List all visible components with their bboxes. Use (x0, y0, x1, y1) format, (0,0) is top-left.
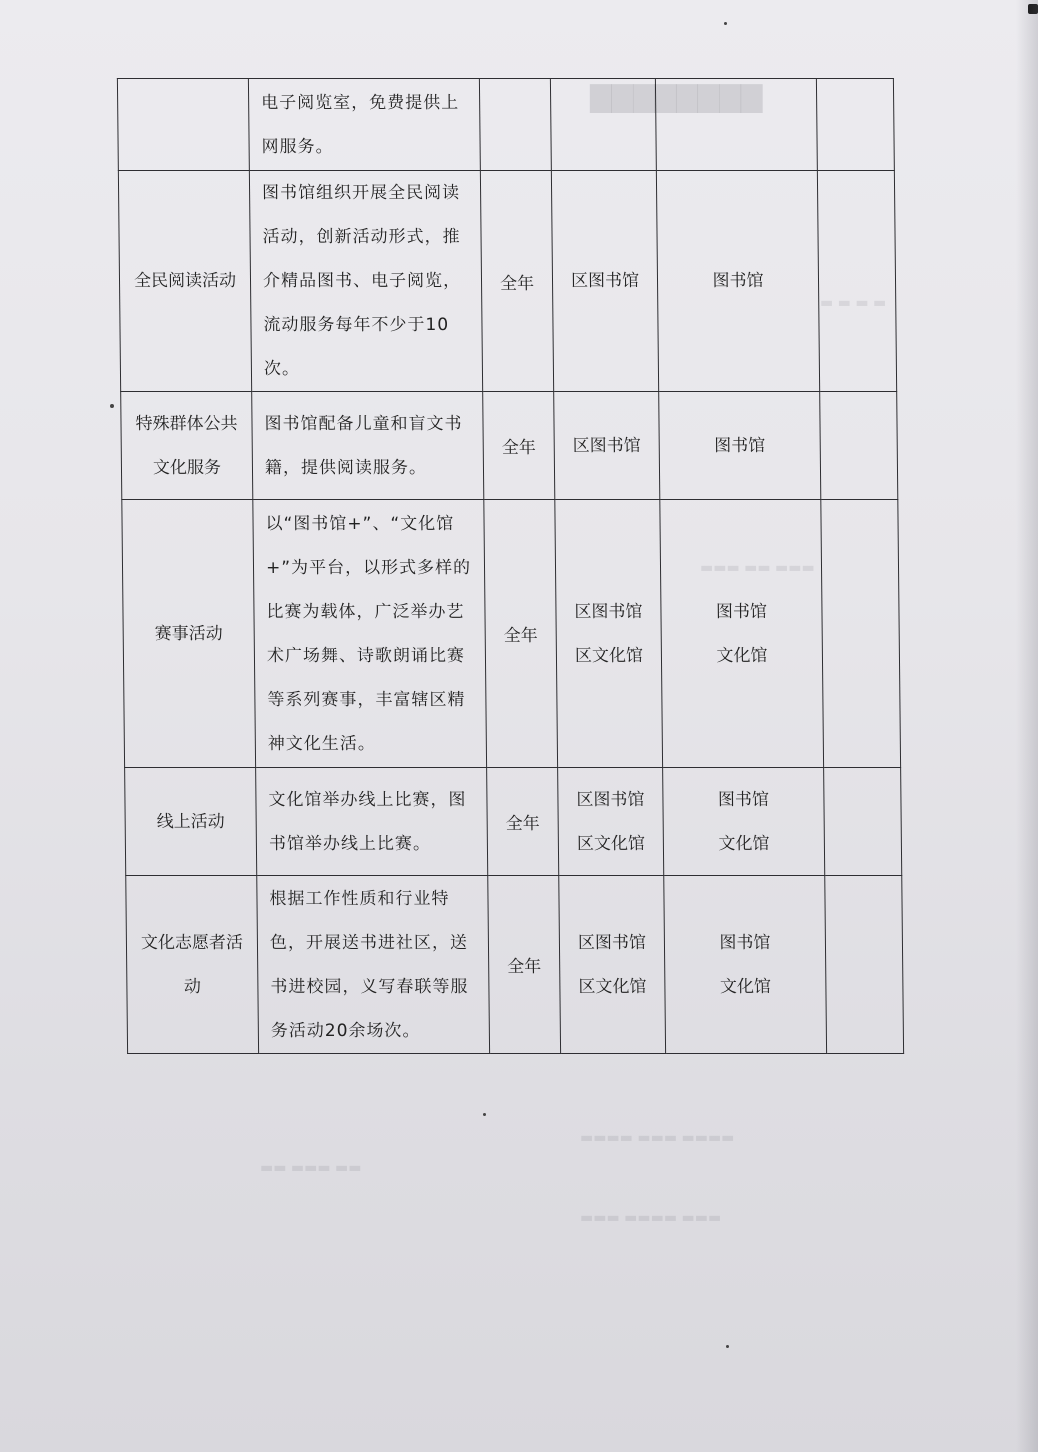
activity-time-cell (479, 79, 551, 171)
activity-description: 文化馆举办线上比赛，图书馆举办线上比赛。 (268, 789, 467, 854)
unit-line: 区图书馆 (570, 271, 640, 291)
activity-description-cell (257, 876, 490, 1054)
unit-line: 区图书馆 (577, 932, 647, 953)
unit-line: 区文化馆 (578, 976, 647, 997)
activity-description: 电子阅览室，免费提供上网服务。 (261, 92, 460, 157)
activity-name: 全民阅读活动 (133, 271, 237, 291)
activity-description-cell (256, 768, 488, 876)
activity-time: 全年 (499, 273, 535, 294)
activity-time-cell (483, 392, 555, 500)
reverse-side-bleed: ▬▬▬▬ ▬▬▬ ▬▬▬▬ (580, 1130, 735, 1146)
activity-unit-cell (555, 500, 663, 768)
activity-description: 图书馆配备儿童和盲文书籍，提供阅读服务。 (264, 413, 463, 478)
paper-speck (110, 404, 114, 408)
activity-name-cell (126, 876, 259, 1054)
reverse-side-bleed: ▬▬ ▬▬▬ ▬▬ (260, 1160, 362, 1176)
empty-cell (816, 79, 894, 171)
org-line: 图书馆 (714, 435, 766, 456)
activity-org-cell (659, 392, 821, 500)
unit-line: 区图书馆 (572, 435, 641, 456)
org-line: 图书馆 (712, 271, 764, 291)
activity-org-cell (664, 876, 827, 1054)
empty-cell (820, 392, 898, 500)
activity-description-cell (248, 79, 480, 171)
activity-org-cell (655, 79, 817, 171)
org-line: 文化馆 (716, 645, 768, 666)
empty-cell (821, 500, 901, 768)
activity-org-cell (656, 171, 819, 392)
activity-org-cell (660, 500, 824, 768)
activity-name-cell (122, 500, 256, 768)
activity-unit-cell (554, 392, 660, 500)
paper-speck (724, 22, 727, 25)
activity-name-cell (125, 768, 257, 876)
empty-cell (824, 768, 902, 876)
activity-unit-cell (558, 768, 664, 876)
activity-description-cell (253, 500, 487, 768)
activity-org-cell (663, 768, 825, 876)
activity-name: 特殊群体公共文化服务 (135, 413, 238, 478)
org-line: 图书馆 (719, 932, 771, 953)
table-row (122, 500, 901, 768)
paper-speck (483, 1113, 486, 1116)
activity-table (117, 78, 904, 1054)
table-row (126, 876, 904, 1054)
activity-time-cell (480, 171, 553, 392)
reverse-side-bleed-title: ▇▇▇▇▇▇▇▇ (590, 80, 763, 113)
table-row (121, 392, 898, 500)
activity-name: 赛事活动 (154, 623, 223, 644)
activity-description-cell (252, 392, 484, 500)
empty-cell (825, 876, 904, 1054)
org-line: 图书馆 (717, 789, 770, 810)
unit-line: 区图书馆 (574, 601, 643, 622)
table-row (117, 79, 894, 171)
org-line: 文化馆 (719, 976, 772, 997)
unit-line: 区文化馆 (576, 833, 646, 854)
activity-name: 文化志愿者活动 (140, 932, 244, 997)
table-row (125, 768, 902, 876)
activity-unit-cell (559, 876, 666, 1054)
activity-time-cell (487, 768, 559, 876)
unit-line: 区图书馆 (576, 789, 645, 810)
activity-description: 以“图书馆+”、“文化馆+”为平台，以形式多样的比赛为载体，广泛举办艺术广场舞、诗歌朗诵比赛等系列赛事，丰富辖区精神文化生活。 (265, 513, 472, 754)
activity-time: 全年 (503, 626, 538, 646)
page-edge-shadow (1016, 0, 1038, 1452)
activity-name-cell (117, 79, 249, 171)
org-line: 文化馆 (718, 833, 770, 854)
activity-time-cell (488, 876, 561, 1054)
activity-name-cell (118, 171, 251, 392)
activity-time: 全年 (507, 957, 542, 977)
paper-speck (726, 1345, 729, 1348)
activity-unit-cell (550, 79, 656, 171)
activity-unit-cell (551, 171, 658, 392)
activity-description: 根据工作性质和行业特色，开展送书进社区，送书进校园，义写春联等服务活动20余场次。 (269, 888, 469, 1041)
activity-description: 图书馆组织开展全民阅读活动，创新活动形式，推介精品图书、电子阅览，流动服务每年不少于10次。 (261, 183, 462, 379)
reverse-side-bleed: ▬▬▬ ▬▬▬▬ ▬▬▬ (580, 1210, 722, 1226)
activity-time: 全年 (505, 814, 540, 834)
empty-cell (817, 171, 896, 392)
reverse-side-bleed: ▬▬▬ ▬▬ ▬▬▬ (700, 560, 815, 576)
unit-line: 区文化馆 (574, 645, 644, 666)
activity-description-cell (249, 171, 482, 392)
reverse-side-bleed: ▬ ▬ ▬ ▬ (820, 295, 887, 311)
activity-time: 全年 (501, 438, 536, 458)
activity-time-cell (484, 500, 558, 768)
activity-name-cell (121, 392, 253, 500)
activity-name: 线上活动 (156, 811, 225, 832)
org-line: 图书馆 (715, 601, 768, 622)
table-row (118, 171, 896, 392)
